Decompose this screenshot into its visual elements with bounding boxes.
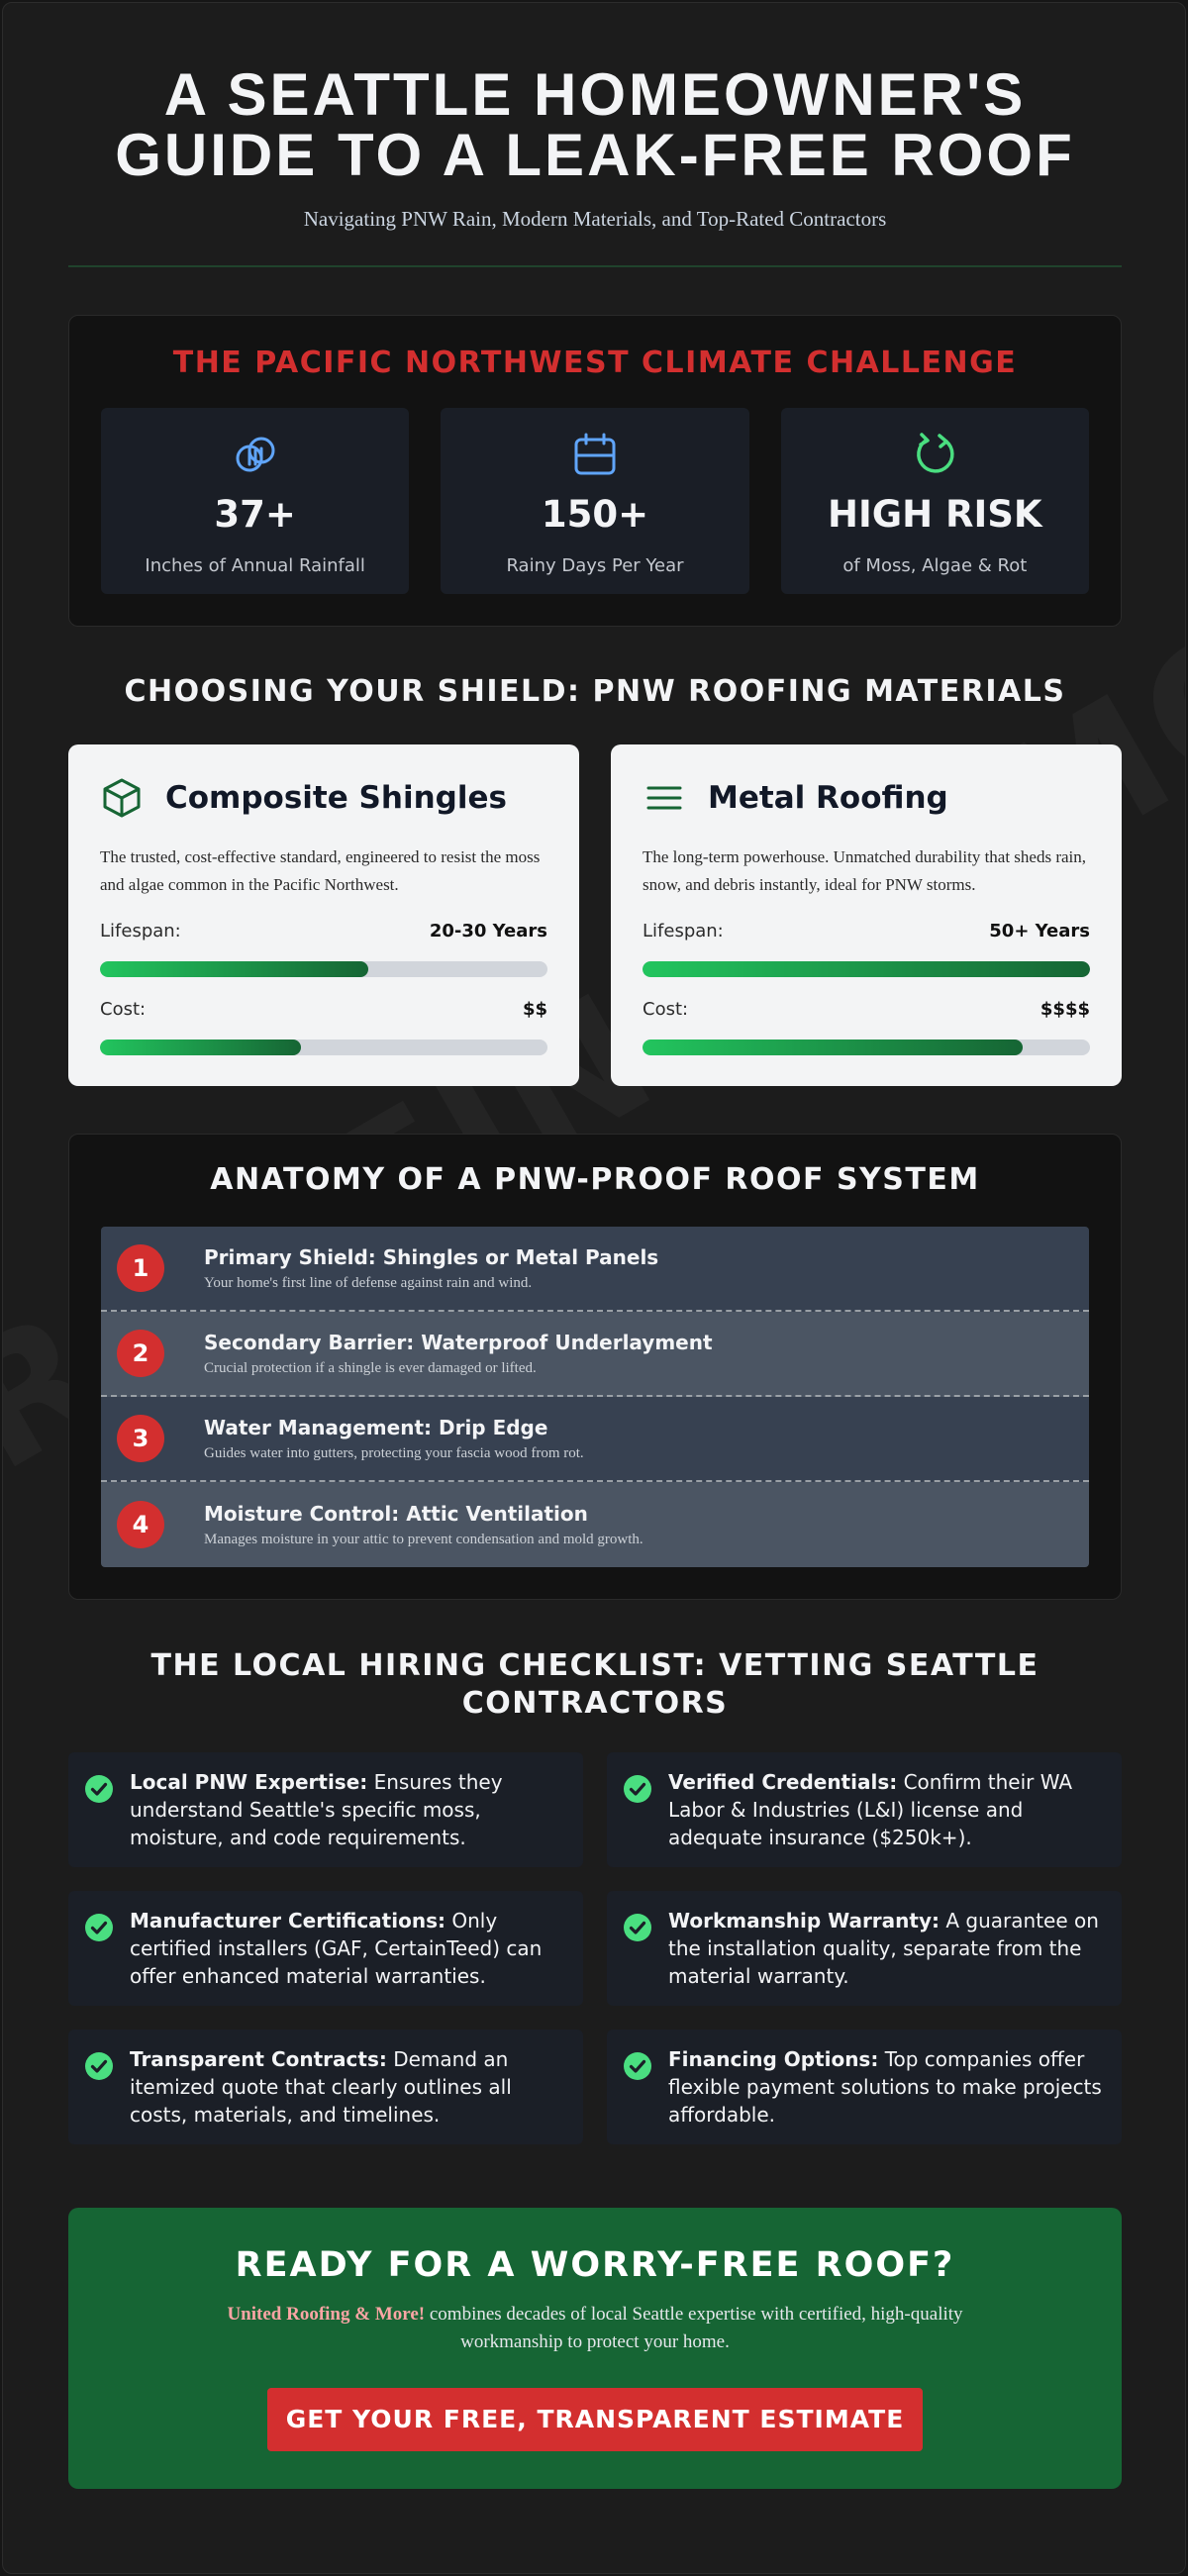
layer-description: Your home's first line of defense against rain and wind.	[204, 1274, 533, 1291]
checklist-title: THE LOCAL HIRING CHECKLIST: VETTING SEATTLE CONTRACTORS	[150, 1648, 1040, 1721]
checklist-item	[607, 2030, 1122, 2144]
checklist-item	[607, 1891, 1122, 2006]
layer-description: Manages moisture in your attic to prevent condensation and mold growth.	[204, 1531, 644, 1547]
stat-value: HIGH RISK	[828, 493, 1042, 536]
checklist-label: Workmanship Warranty:	[668, 1909, 940, 1932]
cta-title: READY FOR A WORRY-FREE ROOF?	[235, 2245, 955, 2285]
header	[68, 3, 1122, 267]
brand-name: United Roofing & More!	[227, 2304, 426, 2325]
lifespan-value: 50+ Years	[989, 921, 1090, 941]
roof-layer	[101, 1312, 1089, 1397]
stat-label: Inches of Annual Rainfall	[145, 555, 365, 576]
checklist-text	[130, 1768, 567, 1851]
roof-layer	[101, 1482, 1089, 1567]
layer-title: Secondary Barrier: Waterproof Underlayment	[204, 1330, 713, 1354]
lifespan-bar	[100, 961, 547, 977]
free-estimate-button[interactable]: GET YOUR FREE, TRANSPARENT ESTIMATE	[267, 2388, 923, 2451]
lifespan-label: Lifespan:	[100, 921, 181, 941]
lifespan-row	[100, 921, 547, 941]
lifespan-bar	[643, 961, 1090, 977]
lifespan-bar-fill	[100, 961, 368, 977]
stat-card-moss-risk	[781, 408, 1089, 594]
stat-value: 150+	[541, 493, 649, 536]
cost-value: $$	[522, 999, 547, 1020]
cost-value: $$$$	[1040, 999, 1090, 1020]
stat-label: of Moss, Algae & Rot	[842, 555, 1028, 576]
checklist-detail: Top companies offer flexible payment solutions to make projects affordable.	[668, 2047, 1102, 2127]
checklist-detail: Confirm their WA Labor & Industries (L&I) license and adequate insurance ($250k+).	[668, 1770, 1073, 1849]
layer-number-badge: 4	[117, 1501, 164, 1548]
checklist-label: Local PNW Expertise:	[130, 1770, 368, 1794]
stat-value: 37+	[214, 493, 296, 536]
material-header	[100, 776, 547, 820]
roof-layer	[101, 1227, 1089, 1312]
layer-title: Moisture Control: Attic Ventilation	[204, 1501, 588, 1526]
layer-description: Guides water into gutters, protecting your fascia wood from rot.	[204, 1444, 584, 1461]
page-title: A SEATTLE HOMEOWNER'S GUIDE TO A LEAK-FREE ROOF	[115, 61, 1075, 188]
checklist-detail: A guarantee on the installation quality, separate from the material warranty.	[668, 1909, 1099, 1988]
panels-icon	[643, 776, 686, 820]
checklist-item	[607, 1752, 1122, 1867]
cta-text	[219, 2301, 971, 2356]
layer-number-badge: 2	[117, 1330, 164, 1377]
cost-row	[100, 999, 547, 1020]
checklist-text	[130, 1907, 567, 1990]
check-circle-icon	[84, 1774, 114, 1804]
checklist-label: Manufacturer Certifications:	[130, 1909, 446, 1932]
layer-text	[204, 1502, 644, 1548]
checklist-detail: Only certified installers (GAF, CertainTeed) can offer enhanced material warranties.	[130, 1909, 543, 1988]
check-circle-icon	[623, 1774, 652, 1804]
stat-card-rainy-days	[441, 408, 748, 594]
lifespan-value: 20-30 Years	[429, 921, 547, 941]
material-name: Composite Shingles	[165, 780, 507, 816]
lifespan-label: Lifespan:	[643, 921, 724, 941]
checklist-text	[668, 2045, 1106, 2129]
cube-icon	[100, 776, 144, 820]
material-description: The trusted, cost-effective standard, engineered to resist the moss and algae common in the Pacific Northwest.	[100, 847, 541, 894]
materials-cards	[68, 744, 1122, 1086]
climate-stats	[101, 408, 1089, 594]
check-circle-icon	[623, 2051, 652, 2081]
check-circle-icon	[84, 1913, 114, 1942]
layer-title: Water Management: Drip Edge	[204, 1415, 548, 1439]
infographic-page	[2, 2, 1186, 2574]
stat-label: Rainy Days Per Year	[506, 555, 684, 576]
material-card-shingles	[68, 744, 579, 1086]
rain-drops-icon	[231, 430, 280, 479]
cost-bar	[643, 1040, 1090, 1055]
checklist-detail: Ensures they understand Seattle's specific moss, moisture, and code requirements.	[130, 1770, 503, 1849]
checklist-item	[68, 1752, 583, 1867]
checklist-detail: Demand an itemized quote that clearly outlines all costs, materials, and timelines.	[130, 2047, 512, 2127]
cta-description: combines decades of local Seattle expertise with certified, high-quality workmanship to protect your home.	[425, 2304, 963, 2352]
materials-title: CHOOSING YOUR SHIELD: PNW ROOFING MATERIALS	[124, 674, 1066, 709]
cost-label: Cost:	[643, 999, 689, 1020]
roof-layer	[101, 1397, 1089, 1482]
checklist-label: Verified Credentials:	[668, 1770, 898, 1794]
anatomy-section	[68, 1134, 1122, 1600]
material-card-metal	[611, 744, 1122, 1086]
material-header	[643, 776, 1090, 820]
cost-bar	[100, 1040, 547, 1055]
anatomy-title: ANATOMY OF A PNW-PROOF ROOF SYSTEM	[210, 1162, 980, 1197]
check-circle-icon	[623, 1913, 652, 1942]
calendar-icon	[570, 430, 620, 479]
checklist-text	[130, 2045, 567, 2129]
material-name: Metal Roofing	[708, 780, 948, 816]
layer-text	[204, 1245, 658, 1292]
checklist-label: Transparent Contracts:	[130, 2047, 387, 2071]
cost-row	[643, 999, 1090, 1020]
lifespan-row	[643, 921, 1090, 941]
checklist-text	[668, 1768, 1106, 1851]
layer-title: Primary Shield: Shingles or Metal Panels	[204, 1244, 659, 1269]
climate-title: THE PACIFIC NORTHWEST CLIMATE CHALLENGE	[172, 346, 1018, 380]
checklist-label: Financing Options:	[668, 2047, 879, 2071]
layer-number-badge: 1	[117, 1244, 164, 1292]
material-description: The long-term powerhouse. Unmatched durability that sheds rain, snow, and debris instantly, ideal for PNW storms.	[643, 847, 1087, 894]
layer-text	[204, 1331, 713, 1377]
layer-text	[204, 1416, 584, 1462]
page-subtitle: Navigating PNW Rain, Modern Materials, and Top-Rated Contractors	[303, 207, 887, 231]
layer-number-badge: 3	[117, 1415, 164, 1462]
cost-label: Cost:	[100, 999, 147, 1020]
checklist-item	[68, 2030, 583, 2144]
stat-card-rainfall	[101, 408, 409, 594]
cost-bar-fill	[643, 1040, 1023, 1055]
cost-bar-fill	[100, 1040, 301, 1055]
checklist-text	[668, 1907, 1106, 1990]
checklist-item	[68, 1891, 583, 2006]
header-divider	[68, 265, 1122, 267]
lifespan-bar-fill	[643, 961, 1090, 977]
refresh-cycle-icon	[910, 430, 959, 479]
climate-section	[68, 315, 1122, 627]
layer-description: Crucial protection if a shingle is ever damaged or lifted.	[204, 1359, 537, 1376]
roof-layers	[101, 1227, 1089, 1567]
check-circle-icon	[84, 2051, 114, 2081]
hiring-checklist	[68, 1752, 1122, 2144]
content	[68, 3, 1122, 2489]
cta-section	[68, 2208, 1122, 2489]
